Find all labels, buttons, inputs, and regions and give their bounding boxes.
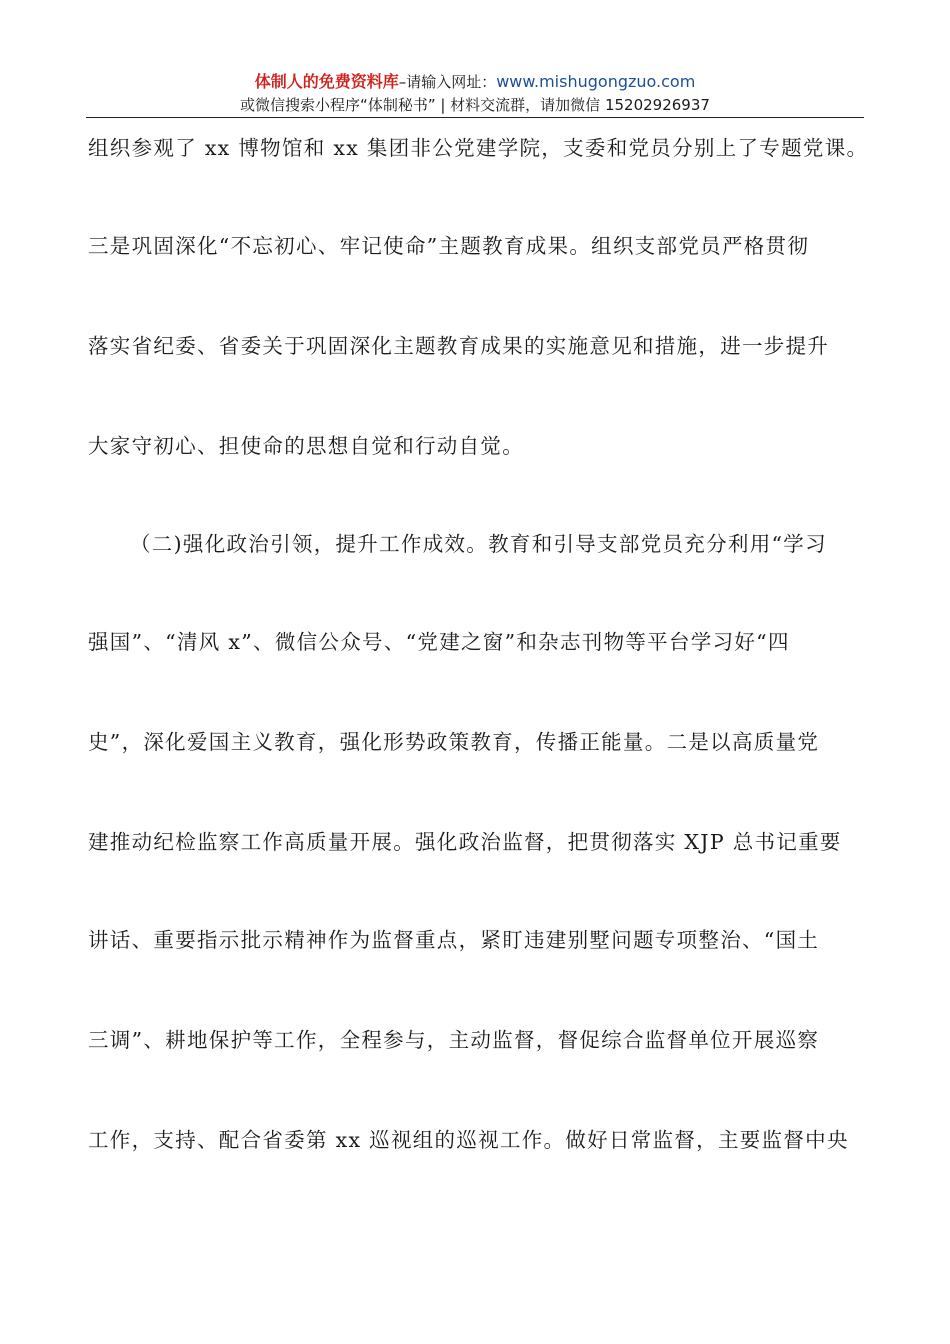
text-line: 组织参观了 xx 博物馆和 xx 集团非公党建学院，支委和党员分别上了专题党课。 (88, 136, 869, 160)
text-line: 建推动纪检监察工作高质量开展。强化政治监督，把贯彻落实 XJP 总书记重要 (88, 830, 842, 854)
header-line-2: 或微信搜索小程序“体制秘书” | 材料交流群，请加微信 15202926937 (240, 96, 710, 114)
site-name: 体制人的免费资料库 (254, 72, 399, 91)
text-line: 强国”、“清风 x”、微信公众号、“党建之窗”和杂志刊物等平台学习好“四 (88, 630, 790, 654)
text-line: 三调”、耕地保护等工作，全程参与，主动监督，督促综合监督单位开展巡察 (88, 1028, 820, 1052)
site-url-link[interactable]: www.mishugongzuo.com (496, 72, 696, 91)
text-line: 落实省纪委、省委关于巩固深化主题教育成果的实施意见和措施，进一步提升 (88, 334, 830, 358)
text-line: 史”，深化爱国主义教育，强化形势政策教育，传播正能量。二是以高质量党 (88, 730, 820, 754)
text-line: 三是巩固深化“不忘初心、牢记使命”主题教育成果。组织支部党员严格贯彻 (88, 234, 810, 258)
header-line-1 (86, 70, 864, 94)
paragraph-heading-line: （二)强化政治引领，提升工作成效。教育和引导支部党员充分利用“学习 (130, 532, 827, 556)
page-header (86, 70, 864, 116)
text-line: 讲话、重要指示批示精神作为监督重点，紧盯违建别墅问题专项整治、“国土 (88, 928, 820, 952)
text-line: 大家守初心、担使命的思想自觉和行动自觉。 (88, 434, 524, 458)
url-prompt: –请输入网址： (398, 73, 497, 91)
text-line: 工作，支持、配合省委第 xx 巡视组的巡视工作。做好日常监督，主要监督中央 (88, 1128, 849, 1152)
